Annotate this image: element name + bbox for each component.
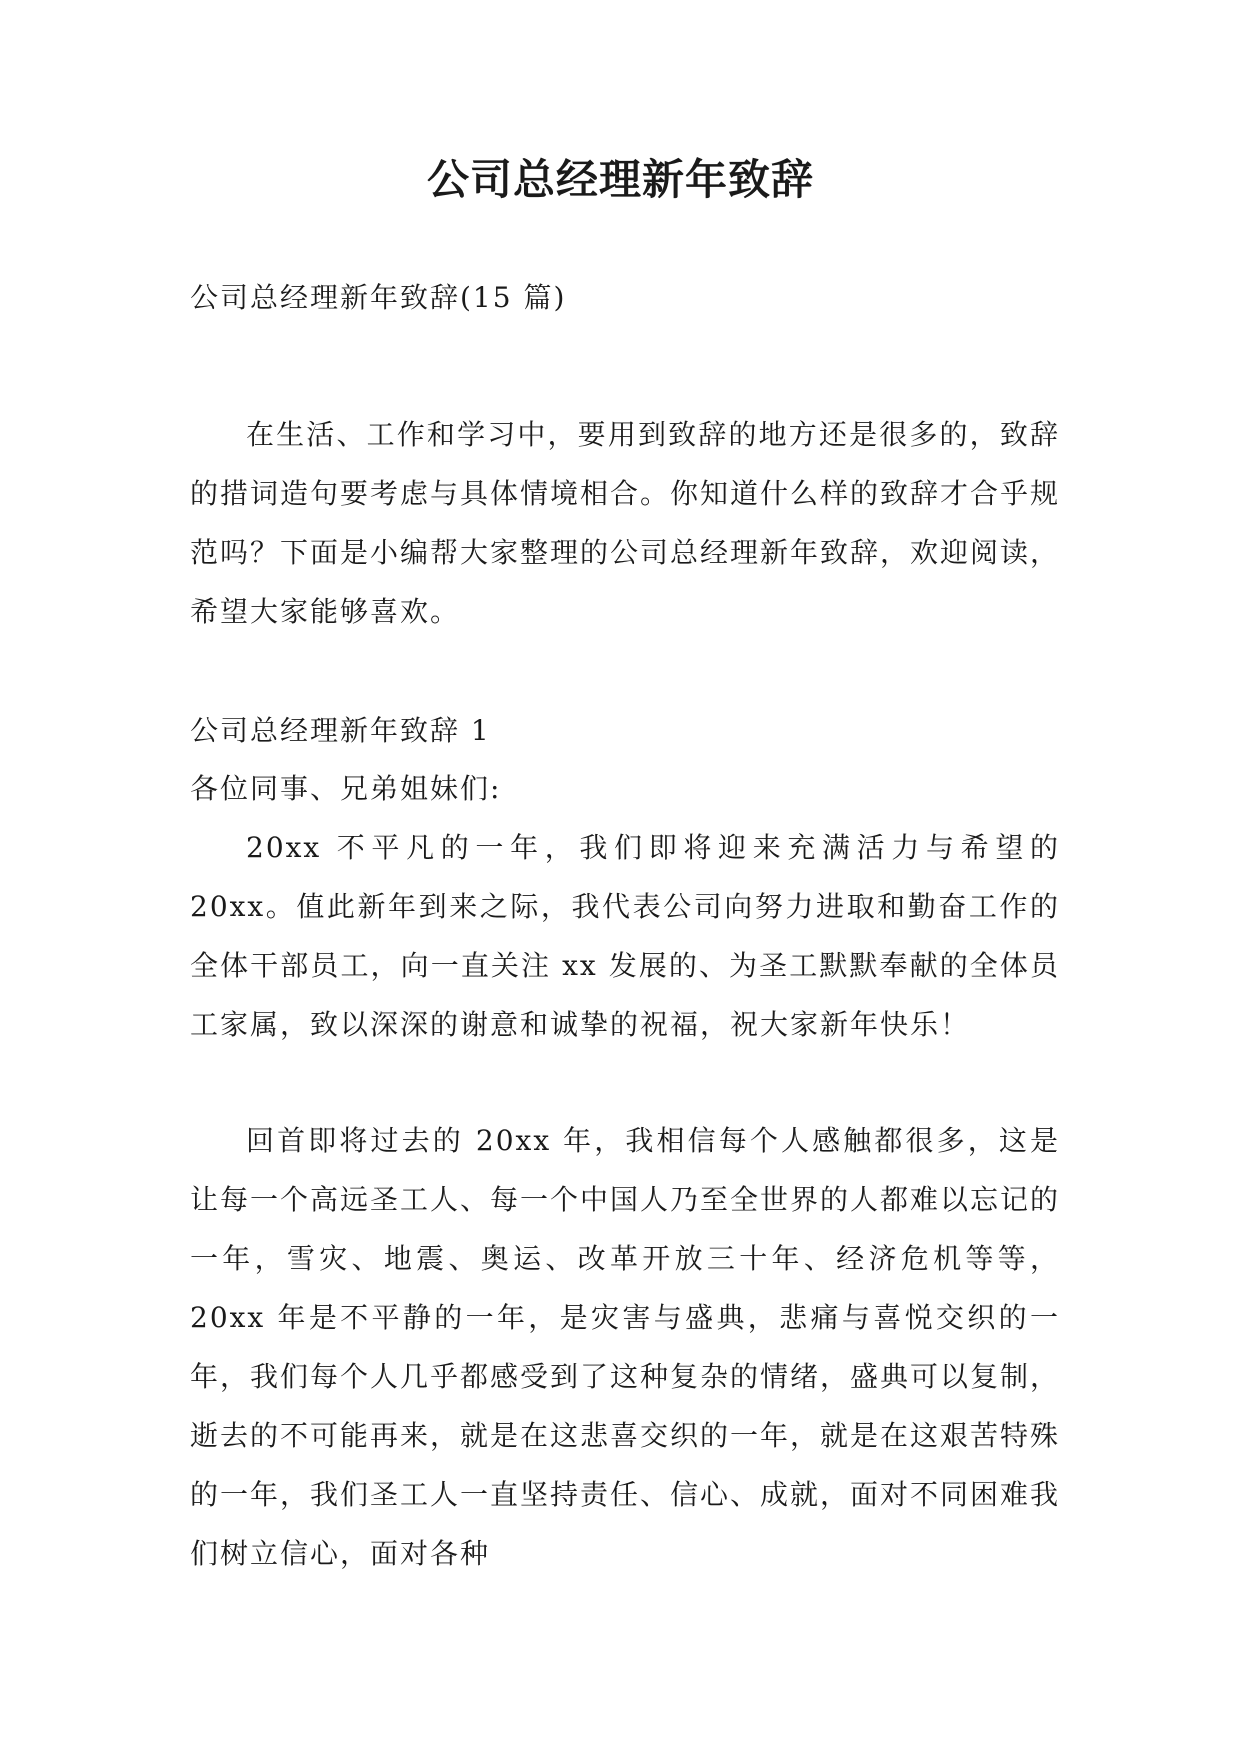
- salutation: 各位同事、兄弟姐妹们:: [190, 772, 502, 805]
- document-subtitle: 公司总经理新年致辞(15 篇): [190, 281, 567, 314]
- body-paragraph: 20xx 不平凡的一年，我们即将迎来充满活力与希望的 20xx。值此新年到来之际，我代表公司向努力进取和勤奋工作的全体干部员工，向一直关注 xx 发展的、为圣工默默奉献的全体员工家属，致以深深的谢意和诚挚的祝福，祝大家新年快乐！: [190, 831, 1060, 1041]
- document-title: 公司总经理新年致辞: [426, 155, 814, 204]
- section-heading: 公司总经理新年致辞 1: [190, 714, 491, 747]
- body-paragraph: 回首即将过去的 20xx 年，我相信每个人感触都很多，这是让每一个高远圣工人、每一个中国人乃至全世界的人都难以忘记的一年，雪灾、地震、奥运、改革开放三十年、经济危机等等，20xx 年是不平静的一年，是灾害与盛典，悲痛与喜悦交织的一年，我们每个人几乎都感受到了这种复杂的情绪，盛典可以复制，逝去的不可能再来，就是在这悲喜交织的一年，就是在这艰苦特殊的一年，我们圣工人一直坚持责任、信心、成就，面对不同困难我们树立信心，面对各种: [190, 1124, 1061, 1570]
- intro-paragraph: 在生活、工作和学习中，要用到致辞的地方还是很多的，致辞的措词造句要考虑与具体情境相合。你知道什么样的致辞才合乎规范吗？下面是小编帮大家整理的公司总经理新年致辞，欢迎阅读，希望大家能够喜欢。: [190, 418, 1061, 628]
